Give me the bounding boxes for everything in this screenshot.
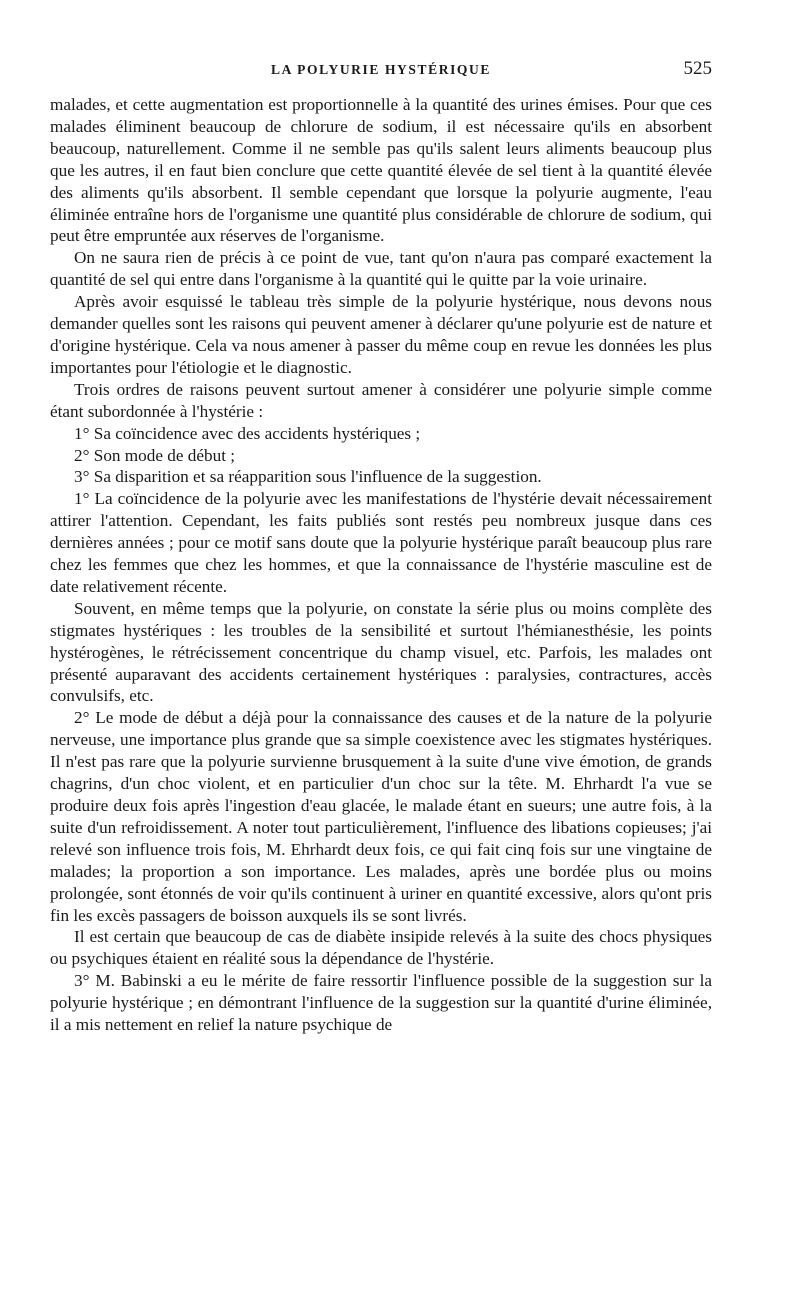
paragraph: 2° Le mode de début a déjà pour la connaissance des causes et de la nature de la polyurie nerveuse, une importance plus grande que sa simple coexistence avec les stigmates hystériques. Il n'est pas rare que la polyurie survienne brusquement à la suite d'une vive émotion, de grands chagrins, d'un choc violent, et en particulier d'un choc sur la tête. M. Ehrhardt l'a vue se produire deux fois après l'ingestion d'eau glacée, le malade étant en sueurs; une autre fois, à la suite d'un refroidissement. A noter tout particulièrement, l'influence des libations copieuses; j'ai relevé son influence trois fois, M. Ehrhardt deux fois, ce qui fait cinq fois sur une vingtaine de malades; la proportion a son importance. Les malades, après une bordée plus ou moins prolongée, sont étonnés de voir qu'ils continuent à uriner en quantité excessive, alors qu'ont pris fin les excès passagers de boisson auxquels ils se sont livrés. [50,708,712,925]
list-item: 1° Sa coïncidence avec des accidents hystériques ; [74,423,421,443]
paragraph: malades, et cette augmentation est proportionnelle à la quantité des urines émises. Pour que ces malades éliminent beaucoup de chlorure de sodium, il est nécessaire qu'ils en absorbent beaucoup, naturellement. Comme il ne semble pas qu'ils salent leurs aliments beaucoup plus que les autres, il en faut bien conclure que cette quantité élevée de sel tient à la quantité élevée des aliments qu'ils absorbent. Il semble cependant que lorsque la polyurie augmente, l'eau éliminée entraîne hors de l'organisme une quantité plus considérable de chlorure de sodium, qui peut être empruntée aux réserves de l'organisme. [50,95,712,246]
paragraph: 1° La coïncidence de la polyurie avec les manifestations de l'hystérie devait nécessairement attirer l'attention. Cependant, les faits publiés sont restés peu nombreux jusque dans ces dernières années ; pour ce motif sans doute que la polyurie hystérique paraît beaucoup plus rare chez les femmes que chez les hommes, et que la connaissance de l'hystérie masculine est de date relativement récente. [50,489,712,596]
list-item: 2° Son mode de début ; [74,445,236,465]
page-number: 525 [683,58,712,79]
list-item: 3° Sa disparition et sa réapparition sous l'influence de la suggestion. [74,467,542,487]
paragraph: Trois ordres de raisons peuvent surtout amener à considérer une polyurie simple comme étant subordonnée à l'hystérie : [50,379,712,421]
paragraph: On ne saura rien de précis à ce point de vue, tant qu'on n'aura pas comparé exactement la quantité de sel qui entre dans l'organisme à la quantité qui le quitte par la voie urinaire. [50,248,712,290]
running-title: LA POLYURIE HYSTÉRIQUE [270,62,491,77]
running-head [50,58,712,88]
paragraph: Souvent, en même temps que la polyurie, on constate la série plus ou moins complète des stigmates hystériques : les troubles de la sensibilité et surtout l'hémianesthésie, les points hystérogènes, le rétrécissement concentrique du champ visuel, etc. Parfois, les malades ont présenté auparavant des accidents certainement hystériques : paralysies, contractures, accès convulsifs, etc. [50,598,712,706]
paragraph: Il est certain que beaucoup de cas de diabète insipide relevés à la suite des chocs physiques ou psychiques étaient en réalité sous la dépendance de l'hystérie. [50,927,712,969]
paragraph: 3° M. Babinski a eu le mérite de faire ressortir l'influence possible de la suggestion sur la polyurie hystérique ; en démontrant l'influence de la suggestion sur la quantité d'urine éliminée, il a mis nettement en relief la nature psychique de [50,971,712,1035]
body-text [50,94,712,1036]
paragraph: Après avoir esquissé le tableau très simple de la polyurie hystérique, nous devons nous demander quelles sont les raisons qui peuvent amener à déclarer qu'une polyurie est de nature et d'origine hystérique. Cela va nous amener à passer du même coup en revue les données les plus importantes pour l'étiologie et le diagnostic. [50,292,712,377]
